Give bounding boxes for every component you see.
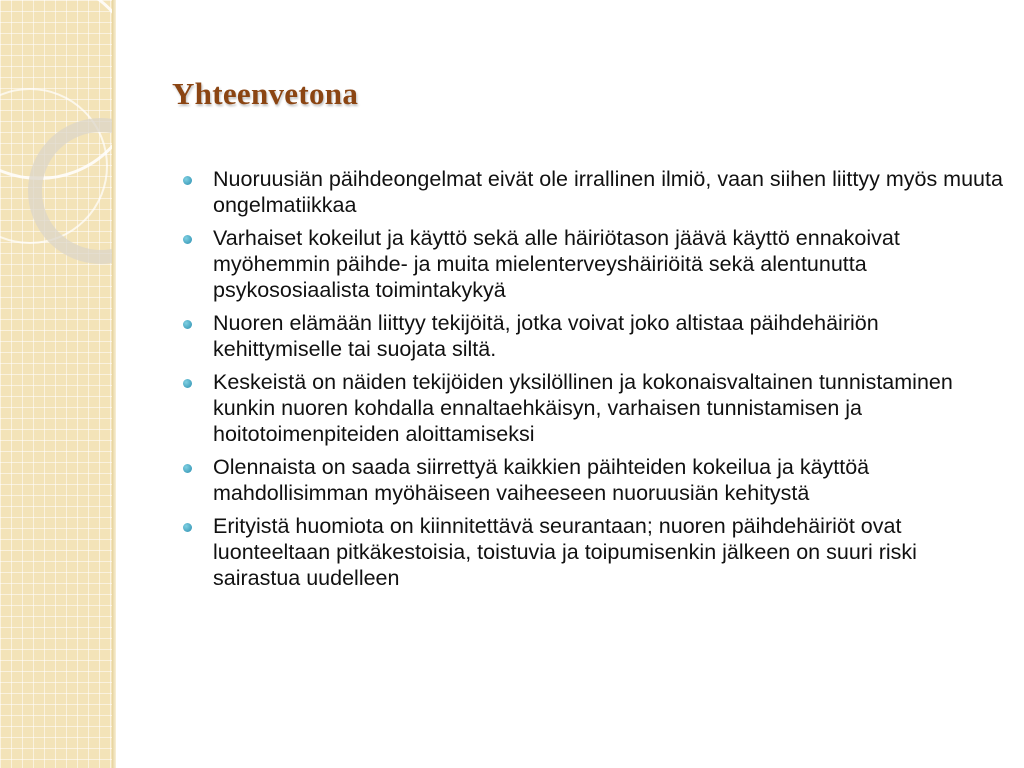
- bullet-dot-icon: [183, 379, 192, 388]
- bullet-dot-icon: [183, 320, 192, 329]
- bullet-item: [183, 225, 1003, 303]
- decorative-side-panel: [0, 0, 112, 768]
- bullet-dot-icon: [183, 176, 192, 185]
- bullet-list: [183, 166, 1003, 598]
- bullet-item: [183, 454, 1003, 506]
- bullet-item: [183, 310, 1003, 362]
- bullet-dot-icon: [183, 464, 192, 473]
- bullet-text: Nuoren elämään liittyy tekijöitä, jotka voivat joko altistaa päihdehäiriön kehittymiselle tai suojata siltä.: [213, 311, 879, 361]
- side-panel-edge: [112, 0, 116, 768]
- bullet-item: [183, 166, 1003, 218]
- bullet-item: [183, 369, 1003, 447]
- bullet-text: Erityistä huomiota on kiinnitettävä seurantaan; nuoren päihdehäiriöt ovat luonteeltaan pitkäkestoisia, toistuvia ja toipumisenkin jälkeen on suuri riski sairastua uudelleen: [213, 514, 917, 590]
- bullet-text: Olennaista on saada siirrettyä kaikkien päihteiden kokeilua ja käyttöä mahdollisimman myöhäiseen vaiheeseen nuoruusiän kehitystä: [213, 455, 870, 505]
- bullet-text: Nuoruusiän päihdeongelmat eivät ole irrallinen ilmiö, vaan siihen liittyy myös muuta ongelmatiikkaa: [213, 167, 1003, 217]
- bullet-item: [183, 513, 1003, 591]
- bullet-text: Keskeistä on näiden tekijöiden yksilöllinen ja kokonaisvaltainen tunnistaminen kunkin nuoren kohdalla ennaltaehkäisyn, varhaisen tunnistamisen ja hoitotoimenpiteiden aloittamiseksi: [213, 370, 953, 446]
- bullet-dot-icon: [183, 235, 192, 244]
- bullet-text: Varhaiset kokeilut ja käyttö sekä alle häiriötason jäävä käyttö ennakoivat myöhemmin päihde- ja muita mielenterveyshäiriöitä sekä alentunutta psykososiaalista toimintakykyä: [213, 226, 900, 302]
- slide-title: Yhteenvetona: [172, 76, 359, 111]
- bullet-dot-icon: [183, 523, 192, 532]
